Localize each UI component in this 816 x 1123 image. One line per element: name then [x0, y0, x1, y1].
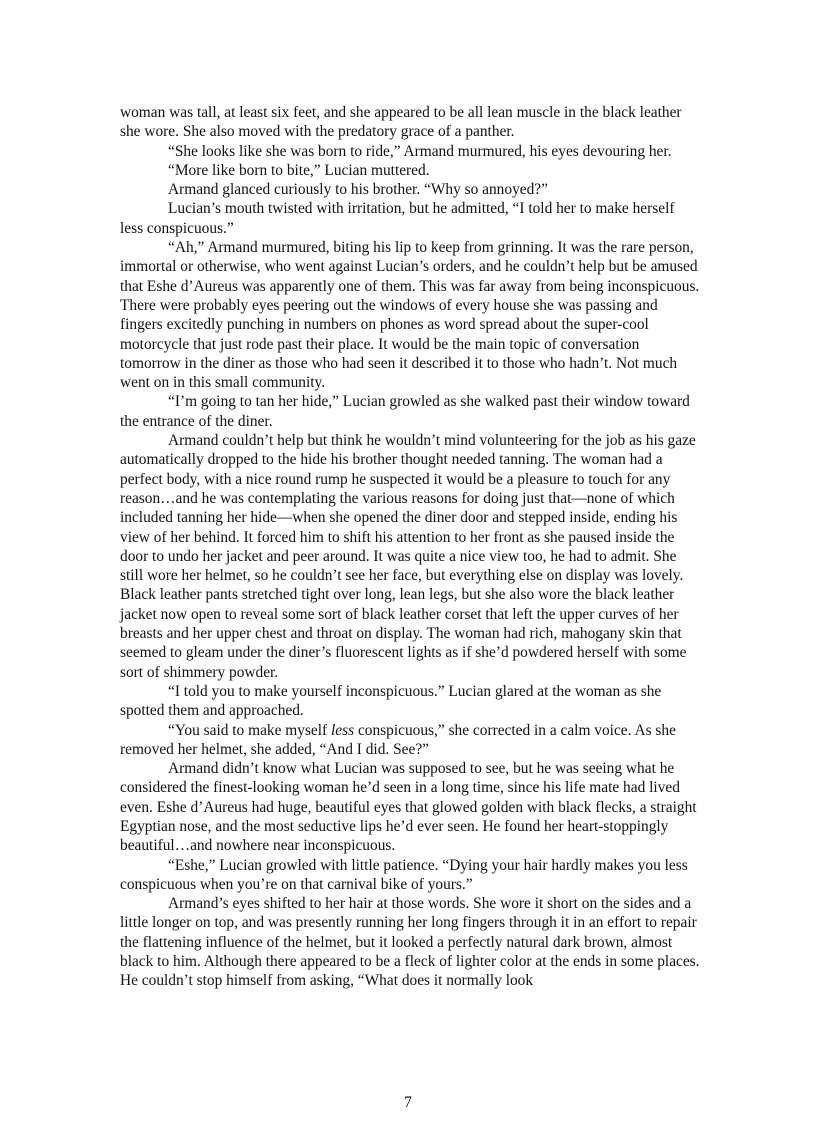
paragraph-5: Lucian’s mouth twisted with irritation, but he admitted, “I told her to make herself less conspicuous.” [120, 200, 675, 237]
paragraph-4: Armand glanced curiously to his brother. “Why so annoyed?” [168, 181, 548, 199]
emphasis-less: less [331, 721, 355, 739]
paragraph-9: “I told you to make yourself inconspicuous.” Lucian glared at the woman as she spotted them and approached. [120, 682, 662, 720]
paragraph-12: “Eshe,” Lucian growled with little patience. “Dying your hair hardly makes you less conspicuous when you’re on that carnival bike of yours.” [120, 856, 688, 893]
paragraph-7: “I’m going to tan her hide,” Lucian growled as she walked past their window toward the entrance of the diner. [120, 393, 690, 430]
paragraph-6: “Ah,” Armand murmured, biting his lip to keep from grinning. It was the rare person, immortal or otherwise, who went against Lucian’s orders, and he couldn’t help but be amused that Eshe d’Aureus was apparently one of them. This was far away from being inconspicuous. There were probably eyes peering out the windows of every house she was passing and fingers excitedly punching in numbers on phones as word spread about the super-cool motorcycle that just rode past their place. It would be the main topic of conversation tomorrow in the diner as those who had seen it described it to those who hadn’t. Not much went on in this small community. [120, 239, 700, 392]
paragraph-2: “She looks like she was born to ride,” Armand murmured, his eyes devouring her. [168, 142, 672, 160]
paragraph-11: Armand didn’t know what Lucian was supposed to see, but he was seeing what he considered the finest-looking woman he’d seen in a long time, since his life mate had lived even. Eshe d’Aureus had huge, beautiful eyes that glowed golden with black flecks, a straight Egyptian nose, and the most seductive lips he’d ever seen. He found her heart-stoppingly beautiful…and nowhere near inconspicuous. [120, 760, 697, 855]
paragraph-8: Armand couldn’t help but think he wouldn’t mind volunteering for the job as his gaze automatically dropped to the hide his brother thought needed tanning. The woman had a perfect body, with a nice round rump he suspected it would be a pleasure to touch for any reason…and he was contemplating the various reasons for doing just that—none of which included tanning her hide—when she opened the diner door and stepped inside, ending his view of her behind. It forced him to shift his attention to her front as she paused inside the door to undo her jacket and peer around. It was quite a nice view too, he had to admit. She still wore her helmet, so he couldn’t see her face, but everything else on display was lovely. Black leather pants stretched tight over long, lean legs, but she also wore the black leather jacket now open to reveal some sort of black leather corset that left the upper curves of her breasts and her upper chest and throat on display. The woman had rich, mahogany skin that seemed to gleam under the diner’s fluorescent lights as if she’d powdered herself with some sort of shimmery powder. [120, 432, 696, 681]
paragraph-13: Armand’s eyes shifted to her hair at those words. She wore it short on the sides and a little longer on top, and was presently running her long fingers through it in an effort to repair the flattening influence of the helmet, but it looked a perfectly natural dark brown, almost black to him. Although there appeared to be a fleck of lighter color at the ends in some places. He couldn’t stop himself from asking, “What does it normally look [120, 895, 700, 990]
page-number: 7 [404, 1094, 412, 1111]
paragraph-10 [120, 721, 700, 760]
paragraph-1: woman was tall, at least six feet, and she appeared to be all lean muscle in the black leather she wore. She also moved with the predatory grace of a panther. [120, 104, 682, 141]
paragraph-3: “More like born to bite,” Lucian muttered. [168, 161, 430, 179]
paragraph-10-before: “You said to make myself [168, 721, 332, 739]
paragraph-10-after: conspicuous,” she corrected in a calm voice. As she removed her helmet, she added, “And I did. See?” [120, 721, 676, 758]
body-text [120, 103, 700, 991]
